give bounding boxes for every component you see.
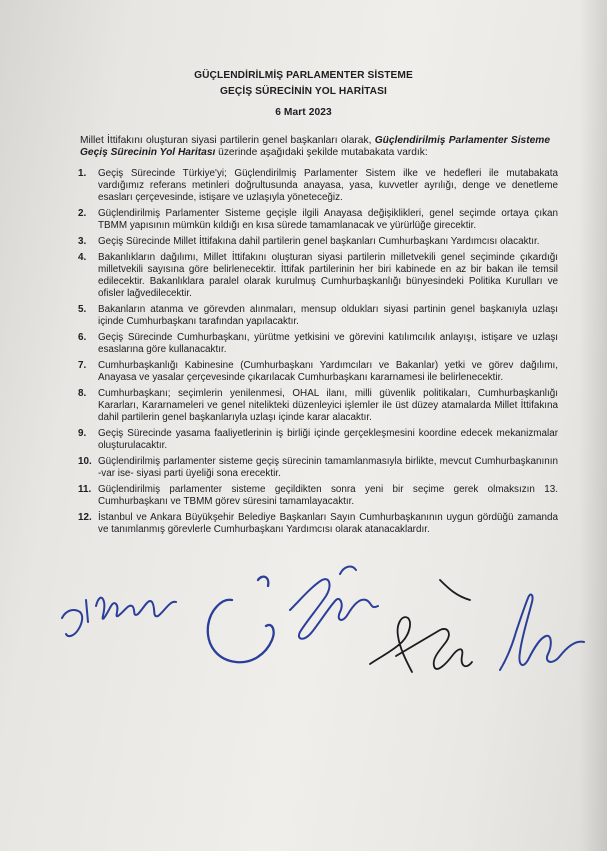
item-number: 7.: [78, 359, 87, 371]
item-text: Güçlendirilmiş Parlamenter Sisteme geçişle ilgili Anayasa değişiklikleri, genel seçimde ortaya çıkan TBMM yapısının mümkün kıldığı en kısa sürede tamamlanacak ve yürürlüğe girecektir.: [98, 208, 558, 232]
intro-after: üzerinde aşağıdaki şekilde mutabakata vardık:: [215, 147, 428, 159]
item-text: Güçlendirilmiş parlamenter sisteme geçildikten sonra yeni bir seçime gerek olmaksızın 13. Cumhurbaşkanı ve TBMM görev süresini tamamlayacaktır.: [98, 483, 558, 507]
list-item: [78, 236, 558, 248]
item-number: 11.: [78, 483, 92, 495]
list-item: [78, 512, 558, 536]
item-number: 9.: [78, 427, 87, 439]
list-item: [78, 252, 558, 301]
item-number: 3.: [78, 236, 87, 248]
item-text: Geçiş Sürecinde Millet İttifakına dahil partilerin genel başkanları Cumhurbaşkanı Yardımcısı olacaktır.: [98, 236, 540, 248]
item-text: Geçiş Sürecinde yasama faaliyetlerinin iş birliği içinde gerçekleşmesini koordine edecek mekanizmalar oluşturulacaktır.: [98, 427, 558, 452]
signature-3: [290, 567, 378, 639]
item-text: Güçlendirilmiş parlamenter sisteme geçiş sürecinin tamamlanmasıyla birlikte, mevcut Cumhurbaşkanının -var ise- siyasi parti üyeliği sona erecektir.: [98, 455, 558, 479]
item-text: Bakanların atanma ve görevden alınmaları, mensup oldukları siyasi partinin genel başkanıyla uzlaşı içinde Cumhurbaşkanı tarafından yapılacaktır.: [98, 304, 558, 328]
item-text: Cumhurbaşkanı; seçimlerin yenilenmesi, OHAL ilanı, milli güvenlik politikaları, Cumhurbaşkanlığı Kararları, Kararnameleri ve genel nitelikteki düzenleyici işlemler ile üst düzey atamalarda Millet İttifakına dahil partilerin genel başkanlarıyla uzlaşı içinde karar alacaktır.: [98, 387, 558, 424]
intro-emphasis: Güçlendirilmiş Parlamenter Sisteme Geçiş Sürecinin Yol Haritası: [80, 135, 550, 159]
document-title-line2: GEÇİŞ SÜRECİNİN YOL HARİTASI: [220, 86, 387, 97]
item-text: Geçiş Sürecinde Türkiye'yi; Güçlendirilmiş Parlamenter Sistem ilke ve hedefleri ile mutabakata vardığımız referans metinleri doğrultusunda anayasa, yasa, kuvvetler ayrılığı, denge ve denetleme esasları çerçevesinde, istişare ve uzlaşıyla yöneteceğiz.: [98, 168, 558, 204]
signature-4: [370, 580, 472, 672]
document-date: 6 Mart 2023: [275, 107, 332, 118]
document-title-line1: GÜÇLENDİRİLMİŞ PARLAMENTER SİSTEME: [194, 70, 413, 81]
list-item: [78, 332, 558, 356]
list-item: [78, 208, 558, 232]
page-shadow: [579, 0, 607, 851]
list-item: [78, 456, 558, 480]
item-text: Cumhurbaşkanlığı Kabinesine (Cumhurbaşkanı Yardımcıları ve Bakanlar) yetki ve görev dağılımı, Anayasa ve yasalar çerçevesinde çıkarılacak Cumhurbaşkanı kararnamesi ile belirlenecektir.: [98, 359, 558, 384]
item-number: 5.: [78, 304, 87, 316]
signature-1: [62, 598, 176, 636]
agreement-list: [78, 168, 558, 539]
item-number: 6.: [78, 331, 87, 343]
list-item: [78, 304, 558, 328]
list-item: [78, 388, 558, 425]
item-number: 2.: [78, 208, 87, 220]
item-number: 10.: [78, 455, 92, 467]
intro-paragraph: [80, 135, 550, 160]
signature-2: [208, 577, 274, 663]
item-text: Geçiş Sürecinde Cumhurbaşkanı, yürütme yetkisini ve görevini katılımcılık anlayışı, istişare ve uzlaşı esaslarına göre kullanacaktır.: [98, 331, 558, 356]
signature-5: [500, 595, 584, 670]
item-number: 4.: [78, 251, 87, 263]
intro-before: Millet İttifakını oluşturan siyasi partilerin genel başkanları olarak,: [80, 135, 375, 146]
item-text: Bakanlıkların dağılımı, Millet İttifakını oluşturan siyasi partilerin milletvekili genel seçiminde çıkardığı milletvekili sayısına göre belirlenecektir. İttifak partilerinin her biri kabinede en az bir bakan ile temsil edilecektir. Bakanlıklara paralel olarak kurulmuş Cumhurbaşkanlığı bünyesindeki Politika Kurulları ve ofisler lağvedilecektir.: [98, 251, 558, 300]
item-text: İstanbul ve Ankara Büyükşehir Belediye Başkanları Sayın Cumhurbaşkanının uygun gördüğü zamanda ve tanımlanmış görevlerle Cumhurbaşkanı Yardımcısı olarak atanacaklardır.: [98, 511, 558, 535]
item-number: 1.: [78, 168, 87, 179]
list-item: [78, 428, 558, 452]
item-number: 12.: [78, 511, 92, 523]
item-number: 8.: [78, 387, 87, 399]
list-item: [78, 360, 558, 384]
signatures: [0, 560, 607, 720]
list-item: [78, 168, 558, 205]
list-item: [78, 484, 558, 508]
